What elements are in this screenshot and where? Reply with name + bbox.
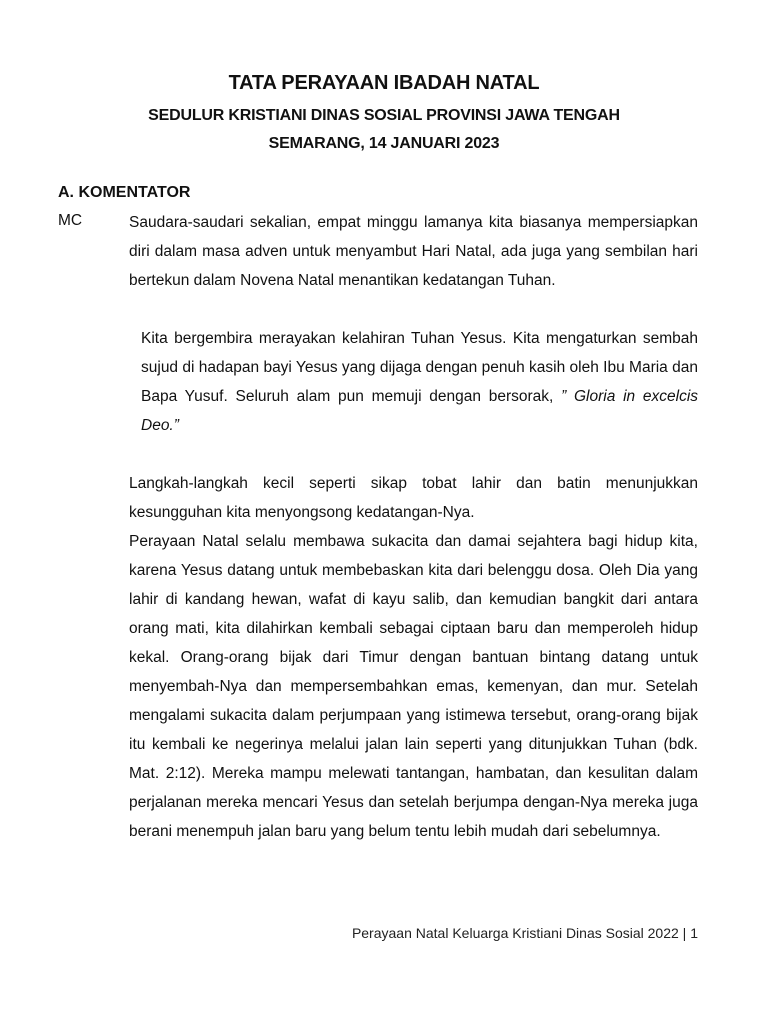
section-heading: A. KOMENTATOR	[58, 184, 191, 201]
paragraph-4: Perayaan Natal selalu membawa sukacita dan damai sejahtera bagi hidup kita, karena Yesus datang untuk membebaskan kita dari belenggu dosa. Oleh Dia yang lahir di kandang hewan, wafat di kayu salib, dan kemudian bangkit dari antara orang mati, kita dilahirkan kembali sebagai ciptaan baru dan memperoleh hidup kekal. Orang-orang bijak dari Timur dengan bantuan bintang datang untuk menyembah-Nya dan mempersembahkan emas, kemenyan, dan mur. Setelah mengalami sukacita dalam perjumpaan yang istimewa tersebut, orang-orang bijak itu kembali ke negerinya melalui jalan lain seperti yang ditunjukkan Tuhan (bdk. Mat. 2:12). Mereka mampu melewati tantangan, hambatan, dan kesulitan dalam perjalanan mereka mencari Yesus dan setelah berjumpa dengan-Nya mereka juga berani menempuh jalan baru yang belum tentu lebih mudah dari sebelumnya.	[129, 533, 698, 840]
paragraph-2-quote: ” Gloria in excelcis Deo.”	[141, 388, 699, 434]
page-footer: Perayaan Natal Keluarga Kristiani Dinas Sosial 2022 | 1	[351, 925, 698, 941]
document-place-date: SEMARANG, 14 JANUARI 2023	[268, 135, 500, 152]
paragraph-2-text: Kita bergembira merayakan kelahiran Tuhan Yesus. Kita mengaturkan sembah sujud di hadapan bayi Yesus yang dijaga dengan penuh kasih oleh Ibu Maria dan Bapa Yusuf. Seluruh alam pun memuji dengan bersorak,	[141, 330, 698, 405]
paragraph-gap	[129, 440, 698, 469]
paragraph-2	[129, 324, 698, 440]
section-body	[129, 208, 698, 846]
paragraph-3: Langkah-langkah kecil seperti sikap tobat lahir dan batin menunjukkan kesungguhan kita menyongsong kedatangan-Nya.	[129, 475, 698, 521]
speaker-label: MC	[58, 212, 83, 229]
document-title: TATA PERAYAAN IBADAH NATAL	[228, 72, 540, 94]
paragraph-1: Saudara-saudari sekalian, empat minggu lamanya kita biasanya mempersiapkan diri dalam masa adven untuk menyambut Hari Natal, ada juga yang sembilan hari bertekun dalam Novena Natal menantikan kedatangan Tuhan.	[129, 214, 698, 289]
document-subtitle: SEDULUR KRISTIANI DINAS SOSIAL PROVINSI JAWA TENGAH	[148, 107, 620, 124]
paragraph-gap	[129, 295, 698, 324]
